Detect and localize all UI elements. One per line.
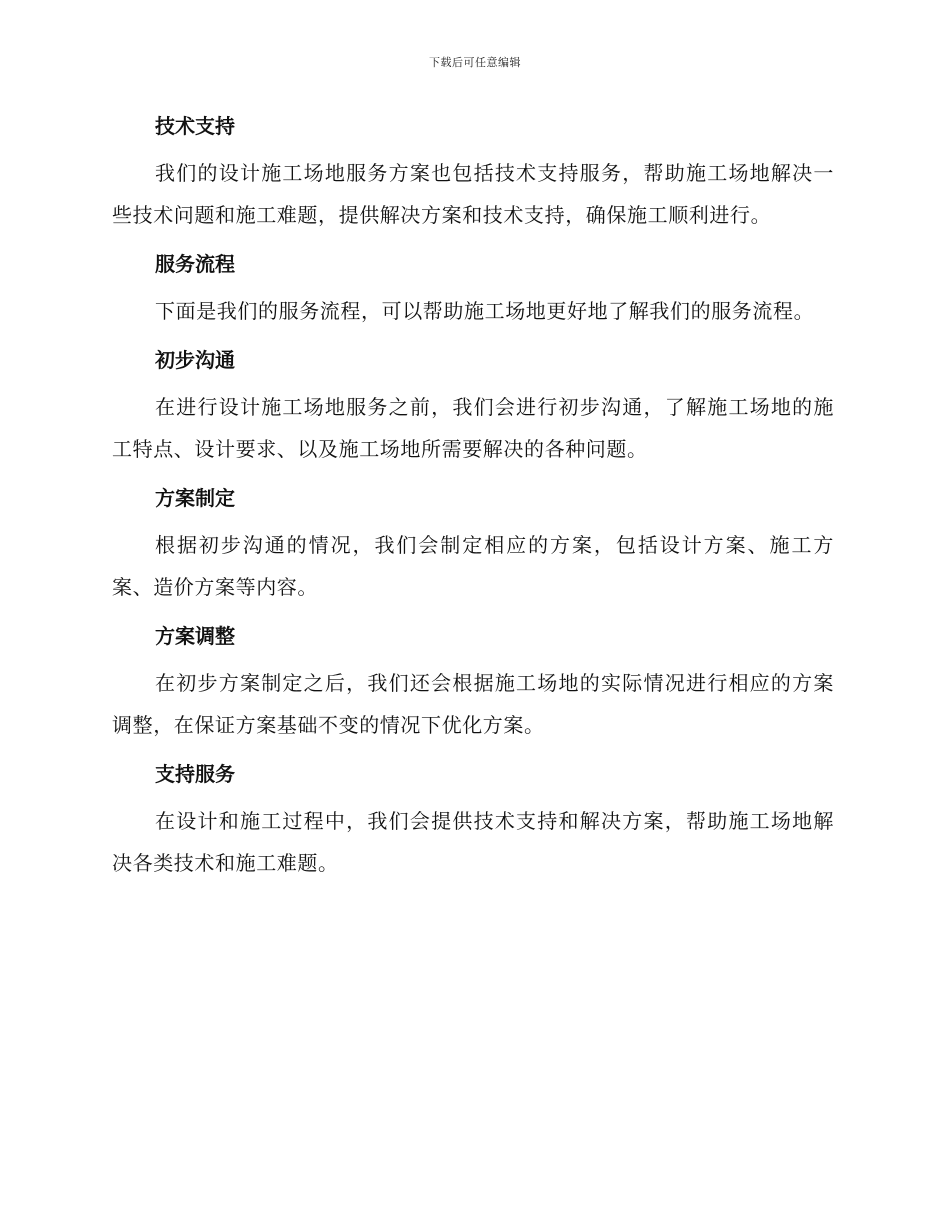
section-service-process [112,248,834,332]
section-paragraph: 我们的设计施工场地服务方案也包括技术支持服务，帮助施工场地解决一些技术问题和施工难题，提供解决方案和技术支持，确保施工顺利进行。 [112,161,834,227]
section-paragraph: 根据初步沟通的情况，我们会制定相应的方案，包括设计方案、施工方案、造价方案等内容。 [112,533,834,599]
section-support-service [112,758,834,884]
section-heading: 方案制定 [155,486,235,510]
section-paragraph: 下面是我们的服务流程，可以帮助施工场地更好地了解我们的服务流程。 [155,299,815,323]
section-heading: 支持服务 [155,762,235,786]
section-plan-formulation [112,482,834,608]
section-paragraph: 在进行设计施工场地服务之前，我们会进行初步沟通，了解施工场地的施工特点、设计要求、以及施工场地所需要解决的各种问题。 [112,395,834,461]
section-heading: 服务流程 [155,252,235,276]
section-paragraph: 在设计和施工过程中，我们会提供技术支持和解决方案，帮助施工场地解决各类技术和施工难题。 [112,809,834,875]
page-header: 下载后可任意编辑 [429,56,521,69]
document-body [112,110,834,896]
section-heading: 技术支持 [155,114,235,138]
section-heading: 初步沟通 [155,348,235,372]
section-plan-adjustment [112,620,834,746]
section-paragraph: 在初步方案制定之后，我们还会根据施工场地的实际情况进行相应的方案调整，在保证方案基础不变的情况下优化方案。 [112,671,834,737]
section-heading: 方案调整 [155,624,235,648]
section-technical-support [112,110,834,236]
section-initial-communication [112,344,834,470]
